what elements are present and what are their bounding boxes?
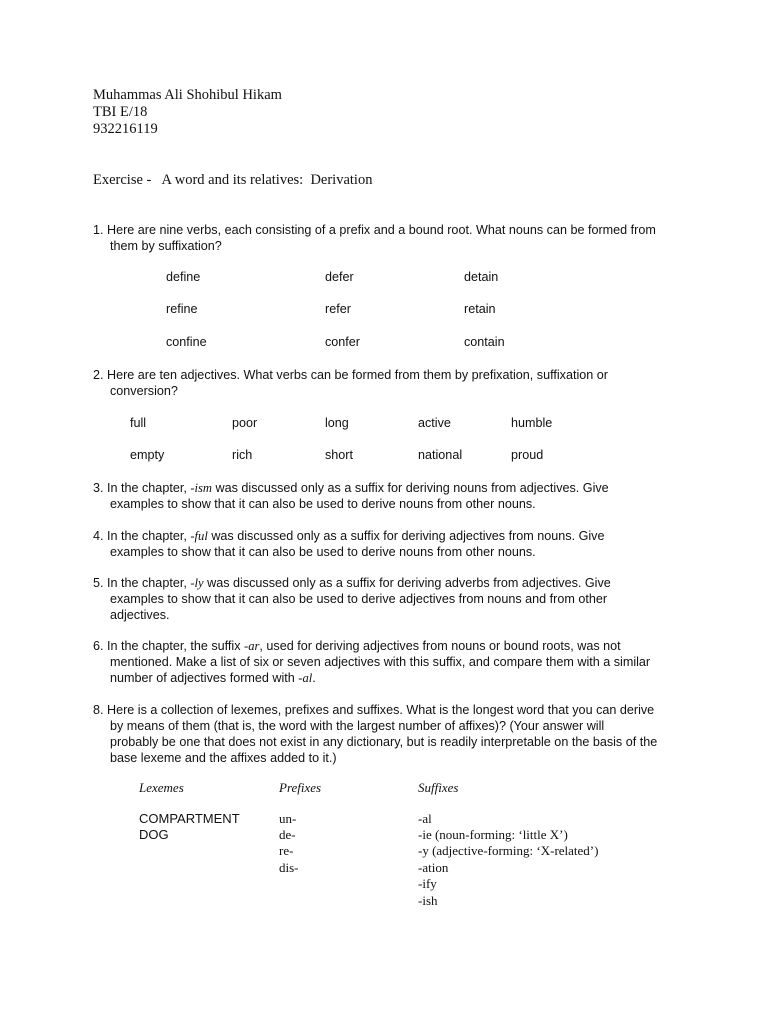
q2-line2: conversion?	[110, 384, 178, 398]
q2-word: proud	[511, 448, 544, 462]
q2-word: active	[418, 416, 451, 430]
q2-word: short	[325, 448, 353, 462]
suffix: -ish	[418, 893, 438, 908]
q2-line1: 2. Here are ten adjectives. What verbs can be formed from them by prefixation, suffixation or	[93, 368, 608, 382]
q1-word: define	[166, 270, 201, 284]
prefix: un-	[279, 811, 297, 826]
q5-suffix: -ly	[190, 576, 204, 590]
header-lexemes: Lexemes	[139, 780, 184, 795]
prefix: de-	[279, 827, 296, 842]
q4-line2: examples to show that it can also be used to derive nouns from other nouns.	[110, 545, 536, 559]
q1-line1: 1. Here are nine verbs, each consisting of a prefix and a bound root. What nouns can be formed from	[93, 223, 656, 237]
q4-line1: 4. In the chapter, -ful was discussed only as a suffix for deriving adjectives from nouns. Give	[93, 529, 605, 543]
lexeme: DOG	[139, 827, 169, 842]
q5-line2: examples to show that it can also be used to derive adjectives from nouns and from other	[110, 592, 608, 606]
q3-line2: examples to show that it can also be used to derive nouns from other nouns.	[110, 497, 536, 511]
header-suffixes: Suffixes	[418, 780, 459, 795]
q2-word: poor	[232, 416, 258, 430]
q1-word: defer	[325, 270, 354, 284]
student-id: 932216119	[93, 121, 158, 137]
q6-suffix: -ar	[244, 639, 260, 653]
q1-line2: them by suffixation?	[110, 239, 222, 253]
q8-line3: probably be one that does not exist in any dictionary, but is readily interpretable on the basis of the	[110, 735, 658, 749]
q3-line1: 3. In the chapter, -ism was discussed only as a suffix for deriving nouns from adjectives. Give	[93, 481, 609, 495]
suffix: -y (adjective-forming: ‘X-related’)	[418, 843, 599, 858]
q2-word: national	[418, 448, 463, 462]
suffix: -al	[418, 811, 432, 826]
q1-word: contain	[464, 335, 505, 349]
q1-word: refine	[166, 302, 198, 316]
suffix: -ation	[418, 860, 449, 875]
q6-line3: number of adjectives formed with -al.	[110, 671, 316, 685]
q1-word: confer	[325, 335, 361, 349]
q6-suffix-al: -al	[298, 671, 313, 685]
q3-suffix: -ism	[190, 481, 213, 495]
q6-line2: mentioned. Make a list of six or seven adjectives with this suffix, and compare them with a similar	[110, 655, 651, 669]
student-class: TBI E/18	[93, 104, 148, 120]
prefix: dis-	[279, 860, 299, 875]
q1-word: retain	[464, 302, 496, 316]
lexeme: COMPARTMENT	[139, 811, 240, 826]
q8-line1: 8. Here is a collection of lexemes, prefixes and suffixes. What is the longest word that you can derive	[93, 703, 655, 717]
q6-line1: 6. In the chapter, the suffix -ar, used for deriving adjectives from nouns or bound roots, was not	[93, 639, 621, 653]
q2-word: long	[325, 416, 349, 430]
q8-line4: base lexeme and the affixes added to it.)	[110, 751, 337, 765]
prefix: re-	[279, 843, 294, 858]
q1-word: confine	[166, 335, 207, 349]
q5-line3: adjectives.	[110, 608, 170, 622]
q1-word: detain	[464, 270, 499, 284]
q4-suffix: -ful	[190, 529, 208, 543]
q2-word: humble	[511, 416, 553, 430]
q2-word: empty	[130, 448, 165, 462]
q8-line2: by means of them (that is, the word with the largest number of affixes)? (Your answer will	[110, 719, 605, 733]
suffix: -ie (noun-forming: ‘little X’)	[418, 827, 568, 842]
q1-word: refer	[325, 302, 351, 316]
student-name: Muhammas Ali Shohibul Hikam	[93, 87, 282, 103]
q2-word: full	[130, 416, 147, 430]
suffix: -ify	[418, 876, 437, 891]
q5-line1: 5. In the chapter, -ly was discussed only as a suffix for deriving adverbs from adjectives. Give	[93, 576, 611, 590]
q2-word: rich	[232, 448, 253, 462]
header-prefixes: Prefixes	[279, 780, 322, 795]
exercise-title: Exercise - A word and its relatives: Derivation	[93, 172, 373, 188]
